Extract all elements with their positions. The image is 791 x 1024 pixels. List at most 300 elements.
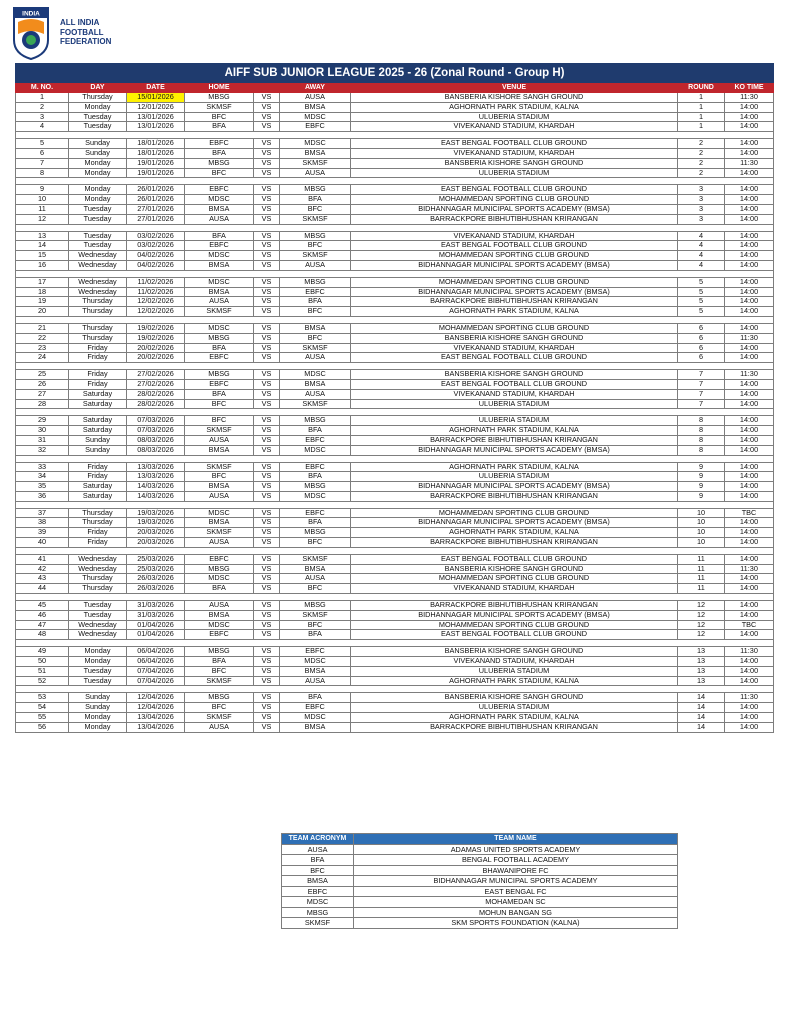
cell-home: BFC — [185, 416, 254, 426]
cell-round: 7 — [678, 389, 725, 399]
team-acronym: BFA — [282, 855, 354, 866]
cell-day: Friday — [69, 472, 127, 482]
team-acronym: MDSC — [282, 897, 354, 908]
cell-round: 10 — [678, 528, 725, 538]
cell-venue: ULUBERIA STADIUM — [351, 168, 678, 178]
cell-match-no: 46 — [16, 610, 69, 620]
cell-ko-time: 14:00 — [725, 343, 774, 353]
cell-home: MBSG — [185, 370, 254, 380]
schedule-header-row — [16, 83, 774, 93]
col-header-match-no: M. NO. — [16, 83, 69, 93]
cell-ko-time: 11:30 — [725, 647, 774, 657]
cell-day: Sunday — [69, 693, 127, 703]
table-row — [16, 231, 774, 241]
cell-day: Wednesday — [69, 620, 127, 630]
cell-day: Wednesday — [69, 277, 127, 287]
table-row — [16, 297, 774, 307]
cell-ko-time: TBC — [725, 620, 774, 630]
cell-home: BMSA — [185, 260, 254, 270]
cell-away: AUSA — [280, 676, 351, 686]
cell-match-no: 54 — [16, 703, 69, 713]
cell-ko-time: 14:00 — [725, 554, 774, 564]
cell-away: BFA — [280, 630, 351, 640]
cell-match-no: 14 — [16, 241, 69, 251]
cell-date: 20/03/2026 — [127, 538, 185, 548]
cell-venue: AGHORNATH PARK STADIUM, KALNA — [351, 528, 678, 538]
col-header-ko-time: KO TIME — [725, 83, 774, 93]
cell-date: 26/01/2026 — [127, 195, 185, 205]
cell-away: MDSC — [280, 112, 351, 122]
cell-vs: VS — [254, 333, 280, 343]
table-row — [16, 482, 774, 492]
cell-round: 2 — [678, 148, 725, 158]
cell-vs: VS — [254, 472, 280, 482]
cell-venue: BANSBERIA KISHORE SANGH GROUND — [351, 93, 678, 103]
table-row — [16, 445, 774, 455]
cell-home: EBFC — [185, 353, 254, 363]
cell-venue: BANSBERIA KISHORE SANGH GROUND — [351, 158, 678, 168]
cell-round: 5 — [678, 277, 725, 287]
table-row — [16, 601, 774, 611]
cell-home: SKMSF — [185, 676, 254, 686]
schedule-table — [15, 63, 774, 733]
cell-vs: VS — [254, 168, 280, 178]
cell-venue: VIVEKANAND STADIUM, KHARDAH — [351, 231, 678, 241]
cell-ko-time: 11:30 — [725, 158, 774, 168]
team-name: BHAWANIPORE FC — [354, 865, 678, 876]
cell-day: Tuesday — [69, 676, 127, 686]
cell-round: 9 — [678, 472, 725, 482]
table-row — [16, 508, 774, 518]
cell-day: Wednesday — [69, 564, 127, 574]
cell-ko-time: 14:00 — [725, 148, 774, 158]
cell-away: MBSG — [280, 528, 351, 538]
cell-away: BFC — [280, 204, 351, 214]
cell-away: SKMSF — [280, 158, 351, 168]
cell-home: EBFC — [185, 554, 254, 564]
cell-home: SKMSF — [185, 307, 254, 317]
cell-date: 13/04/2026 — [127, 722, 185, 732]
col-header-venue: VENUE — [351, 83, 678, 93]
schedule-body — [16, 93, 774, 733]
cell-venue: VIVEKANAND STADIUM, KHARDAH — [351, 584, 678, 594]
cell-venue: AGHORNATH PARK STADIUM, KALNA — [351, 713, 678, 723]
cell-match-no: 8 — [16, 168, 69, 178]
table-row — [16, 416, 774, 426]
cell-date: 14/03/2026 — [127, 491, 185, 501]
table-row — [16, 693, 774, 703]
cell-day: Saturday — [69, 389, 127, 399]
cell-round: 6 — [678, 353, 725, 363]
table-row — [16, 122, 774, 132]
col-header-away: AWAY — [280, 83, 351, 93]
cell-ko-time: 14:00 — [725, 214, 774, 224]
team-acronym: BFC — [282, 865, 354, 876]
cell-date: 20/02/2026 — [127, 353, 185, 363]
table-row — [16, 260, 774, 270]
cell-home: BFA — [185, 122, 254, 132]
cell-day: Thursday — [69, 307, 127, 317]
cell-home: MDSC — [185, 323, 254, 333]
cell-vs: VS — [254, 389, 280, 399]
cell-away: EBFC — [280, 508, 351, 518]
cell-date: 12/02/2026 — [127, 307, 185, 317]
cell-day: Thursday — [69, 333, 127, 343]
cell-away: BFA — [280, 693, 351, 703]
cell-venue: BARRACKPORE BIBHUTIBHUSHAN KRIRANGAN — [351, 297, 678, 307]
cell-away: AUSA — [280, 353, 351, 363]
cell-away: SKMSF — [280, 554, 351, 564]
team-row — [282, 865, 678, 876]
cell-ko-time: 14:00 — [725, 297, 774, 307]
cell-match-no: 3 — [16, 112, 69, 122]
round-separator — [16, 594, 774, 601]
cell-ko-time: 14:00 — [725, 666, 774, 676]
cell-venue: BARRACKPORE BIBHUTIBHUSHAN KRIRANGAN — [351, 214, 678, 224]
org-line-1: ALL INDIA — [60, 18, 100, 27]
col-header-team-name: TEAM NAME — [354, 834, 678, 845]
table-row — [16, 214, 774, 224]
cell-day: Tuesday — [69, 241, 127, 251]
cell-vs: VS — [254, 323, 280, 333]
cell-home: AUSA — [185, 297, 254, 307]
table-row — [16, 518, 774, 528]
cell-ko-time: 14:00 — [725, 518, 774, 528]
cell-date: 31/03/2026 — [127, 610, 185, 620]
table-row — [16, 564, 774, 574]
cell-date: 07/04/2026 — [127, 666, 185, 676]
cell-ko-time: 14:00 — [725, 601, 774, 611]
cell-vs: VS — [254, 370, 280, 380]
team-row — [282, 855, 678, 866]
table-row — [16, 630, 774, 640]
cell-home: BFA — [185, 343, 254, 353]
cell-away: BMSA — [280, 102, 351, 112]
cell-vs: VS — [254, 343, 280, 353]
cell-vs: VS — [254, 307, 280, 317]
table-row — [16, 307, 774, 317]
cell-away: MBSG — [280, 185, 351, 195]
cell-away: BFC — [280, 333, 351, 343]
cell-round: 12 — [678, 601, 725, 611]
cell-day: Thursday — [69, 584, 127, 594]
cell-home: EBFC — [185, 630, 254, 640]
cell-away: MBSG — [280, 482, 351, 492]
cell-round: 11 — [678, 584, 725, 594]
cell-venue: MOHAMMEDAN SPORTING CLUB GROUND — [351, 323, 678, 333]
cell-date: 08/03/2026 — [127, 445, 185, 455]
cell-round: 14 — [678, 703, 725, 713]
cell-away: BFA — [280, 518, 351, 528]
cell-away: MDSC — [280, 713, 351, 723]
col-header-vs — [254, 83, 280, 93]
team-name: ADAMAS UNITED SPORTS ACADEMY — [354, 844, 678, 855]
cell-vs: VS — [254, 508, 280, 518]
cell-match-no: 55 — [16, 713, 69, 723]
cell-away: EBFC — [280, 287, 351, 297]
team-row — [282, 876, 678, 887]
table-row — [16, 491, 774, 501]
cell-vs: VS — [254, 185, 280, 195]
table-row — [16, 657, 774, 667]
cell-round: 13 — [678, 657, 725, 667]
cell-day: Friday — [69, 379, 127, 389]
cell-day: Monday — [69, 102, 127, 112]
cell-ko-time: 14:00 — [725, 112, 774, 122]
cell-date: 07/03/2026 — [127, 426, 185, 436]
cell-home: SKMSF — [185, 426, 254, 436]
cell-home: SKMSF — [185, 528, 254, 538]
cell-ko-time: 14:00 — [725, 185, 774, 195]
cell-day: Sunday — [69, 148, 127, 158]
cell-date: 28/02/2026 — [127, 389, 185, 399]
table-row — [16, 112, 774, 122]
cell-day: Thursday — [69, 93, 127, 103]
cell-away: SKMSF — [280, 251, 351, 261]
cell-ko-time: 14:00 — [725, 462, 774, 472]
cell-home: MDSC — [185, 277, 254, 287]
cell-ko-time: 11:30 — [725, 93, 774, 103]
cell-date: 08/03/2026 — [127, 435, 185, 445]
team-name: SKM SPORTS FOUNDATION (KALNA) — [354, 918, 678, 929]
cell-home: MBSG — [185, 647, 254, 657]
cell-date: 06/04/2026 — [127, 657, 185, 667]
aiff-logo — [12, 6, 142, 62]
cell-day: Tuesday — [69, 666, 127, 676]
cell-day: Friday — [69, 370, 127, 380]
cell-date: 19/03/2026 — [127, 508, 185, 518]
cell-ko-time: 14:00 — [725, 610, 774, 620]
cell-round: 1 — [678, 122, 725, 132]
cell-home: BFC — [185, 472, 254, 482]
cell-match-no: 20 — [16, 307, 69, 317]
team-row — [282, 907, 678, 918]
cell-venue: MOHAMMEDAN SPORTING CLUB GROUND — [351, 277, 678, 287]
cell-ko-time: 14:00 — [725, 277, 774, 287]
cell-ko-time: 14:00 — [725, 241, 774, 251]
cell-round: 10 — [678, 538, 725, 548]
cell-ko-time: 14:00 — [725, 122, 774, 132]
cell-away: SKMSF — [280, 343, 351, 353]
cell-ko-time: 14:00 — [725, 353, 774, 363]
cell-venue: BIDHANNAGAR MUNICIPAL SPORTS ACADEMY (BMSA) — [351, 204, 678, 214]
cell-away: EBFC — [280, 647, 351, 657]
table-row — [16, 353, 774, 363]
cell-day: Sunday — [69, 435, 127, 445]
cell-date: 26/01/2026 — [127, 185, 185, 195]
table-row — [16, 139, 774, 149]
cell-date: 11/02/2026 — [127, 277, 185, 287]
org-line-2: FOOTBALL — [60, 27, 104, 37]
cell-vs: VS — [254, 426, 280, 436]
cell-vs: VS — [254, 620, 280, 630]
cell-vs: VS — [254, 482, 280, 492]
cell-ko-time: 14:00 — [725, 168, 774, 178]
cell-vs: VS — [254, 528, 280, 538]
table-row — [16, 462, 774, 472]
cell-ko-time: 14:00 — [725, 574, 774, 584]
cell-home: AUSA — [185, 491, 254, 501]
cell-match-no: 39 — [16, 528, 69, 538]
cell-date: 11/02/2026 — [127, 287, 185, 297]
cell-away: BFC — [280, 584, 351, 594]
cell-day: Wednesday — [69, 260, 127, 270]
cell-date: 20/02/2026 — [127, 343, 185, 353]
cell-date: 13/04/2026 — [127, 713, 185, 723]
cell-home: BFC — [185, 703, 254, 713]
round-separator — [16, 640, 774, 647]
cell-day: Friday — [69, 462, 127, 472]
table-row — [16, 647, 774, 657]
cell-date: 04/02/2026 — [127, 251, 185, 261]
cell-venue: BARRACKPORE BIBHUTIBHUSHAN KRIRANGAN — [351, 435, 678, 445]
cell-away: MDSC — [280, 445, 351, 455]
cell-away: EBFC — [280, 703, 351, 713]
cell-day: Saturday — [69, 426, 127, 436]
cell-day: Friday — [69, 528, 127, 538]
cell-vs: VS — [254, 713, 280, 723]
cell-venue: MOHAMMEDAN SPORTING CLUB GROUND — [351, 251, 678, 261]
cell-match-no: 9 — [16, 185, 69, 195]
cell-ko-time: 14:00 — [725, 195, 774, 205]
cell-day: Saturday — [69, 482, 127, 492]
cell-ko-time: 14:00 — [725, 379, 774, 389]
cell-venue: BANSBERIA KISHORE SANGH GROUND — [351, 693, 678, 703]
team-acronym: AUSA — [282, 844, 354, 855]
cell-away: BFA — [280, 426, 351, 436]
table-row — [16, 323, 774, 333]
cell-match-no: 6 — [16, 148, 69, 158]
aiff-shield-icon — [12, 6, 50, 60]
cell-vs: VS — [254, 693, 280, 703]
cell-home: BMSA — [185, 482, 254, 492]
table-row — [16, 204, 774, 214]
cell-round: 1 — [678, 93, 725, 103]
cell-round: 4 — [678, 231, 725, 241]
cell-round: 3 — [678, 195, 725, 205]
cell-away: MBSG — [280, 416, 351, 426]
cell-day: Monday — [69, 158, 127, 168]
cell-home: BFA — [185, 657, 254, 667]
cell-round: 14 — [678, 713, 725, 723]
cell-match-no: 5 — [16, 139, 69, 149]
round-separator — [16, 178, 774, 185]
cell-round: 6 — [678, 333, 725, 343]
cell-vs: VS — [254, 601, 280, 611]
cell-vs: VS — [254, 703, 280, 713]
cell-date: 12/04/2026 — [127, 703, 185, 713]
cell-round: 1 — [678, 102, 725, 112]
cell-match-no: 34 — [16, 472, 69, 482]
cell-vs: VS — [254, 630, 280, 640]
cell-venue: BIDHANNAGAR MUNICIPAL SPORTS ACADEMY (BMSA) — [351, 287, 678, 297]
cell-home: BMSA — [185, 287, 254, 297]
cell-match-no: 47 — [16, 620, 69, 630]
cell-ko-time: 14:00 — [725, 528, 774, 538]
cell-date: 20/03/2026 — [127, 528, 185, 538]
cell-away: BMSA — [280, 148, 351, 158]
cell-vs: VS — [254, 722, 280, 732]
cell-day: Friday — [69, 538, 127, 548]
cell-match-no: 36 — [16, 491, 69, 501]
cell-venue: BANSBERIA KISHORE SANGH GROUND — [351, 564, 678, 574]
cell-venue: BARRACKPORE BIBHUTIBHUSHAN KRIRANGAN — [351, 722, 678, 732]
table-row — [16, 168, 774, 178]
cell-venue: MOHAMMEDAN SPORTING CLUB GROUND — [351, 574, 678, 584]
cell-round: 11 — [678, 574, 725, 584]
cell-away: BFC — [280, 620, 351, 630]
table-row — [16, 195, 774, 205]
cell-ko-time: 14:00 — [725, 445, 774, 455]
cell-home: MDSC — [185, 620, 254, 630]
cell-vs: VS — [254, 584, 280, 594]
cell-match-no: 7 — [16, 158, 69, 168]
logo-badge-text: INDIA — [22, 10, 40, 18]
cell-date: 31/03/2026 — [127, 601, 185, 611]
team-acronym: EBFC — [282, 886, 354, 897]
cell-day: Thursday — [69, 323, 127, 333]
cell-match-no: 18 — [16, 287, 69, 297]
cell-venue: EAST BENGAL FOOTBALL CLUB GROUND — [351, 379, 678, 389]
cell-away: MDSC — [280, 139, 351, 149]
cell-round: 14 — [678, 693, 725, 703]
cell-away: MBSG — [280, 601, 351, 611]
cell-date: 27/02/2026 — [127, 379, 185, 389]
cell-venue: BANSBERIA KISHORE SANGH GROUND — [351, 647, 678, 657]
cell-round: 14 — [678, 722, 725, 732]
cell-ko-time: 14:00 — [725, 204, 774, 214]
cell-match-no: 25 — [16, 370, 69, 380]
cell-venue: AGHORNATH PARK STADIUM, KALNA — [351, 462, 678, 472]
col-header-round: ROUND — [678, 83, 725, 93]
cell-match-no: 2 — [16, 102, 69, 112]
cell-venue: EAST BENGAL FOOTBALL CLUB GROUND — [351, 353, 678, 363]
cell-round: 8 — [678, 426, 725, 436]
cell-match-no: 40 — [16, 538, 69, 548]
cell-ko-time: 14:00 — [725, 287, 774, 297]
cell-round: 13 — [678, 666, 725, 676]
cell-date: 19/02/2026 — [127, 323, 185, 333]
cell-date: 03/02/2026 — [127, 231, 185, 241]
table-row — [16, 333, 774, 343]
cell-venue: BARRACKPORE BIBHUTIBHUSHAN KRIRANGAN — [351, 491, 678, 501]
cell-date: 04/02/2026 — [127, 260, 185, 270]
team-row — [282, 897, 678, 908]
cell-match-no: 26 — [16, 379, 69, 389]
cell-venue: VIVEKANAND STADIUM, KHARDAH — [351, 343, 678, 353]
cell-ko-time: 14:00 — [725, 260, 774, 270]
cell-day: Wednesday — [69, 287, 127, 297]
cell-match-no: 42 — [16, 564, 69, 574]
team-row — [282, 844, 678, 855]
cell-vs: VS — [254, 195, 280, 205]
table-row — [16, 389, 774, 399]
cell-away: BFC — [280, 307, 351, 317]
org-line-3: FEDERATION — [60, 37, 112, 46]
cell-match-no: 35 — [16, 482, 69, 492]
cell-venue: AGHORNATH PARK STADIUM, KALNA — [351, 102, 678, 112]
cell-venue: BIDHANNAGAR MUNICIPAL SPORTS ACADEMY (BMSA) — [351, 260, 678, 270]
cell-vs: VS — [254, 260, 280, 270]
team-body — [282, 844, 678, 928]
cell-match-no: 56 — [16, 722, 69, 732]
cell-round: 8 — [678, 435, 725, 445]
cell-match-no: 29 — [16, 416, 69, 426]
cell-vs: VS — [254, 158, 280, 168]
table-row — [16, 370, 774, 380]
cell-match-no: 53 — [16, 693, 69, 703]
cell-vs: VS — [254, 657, 280, 667]
